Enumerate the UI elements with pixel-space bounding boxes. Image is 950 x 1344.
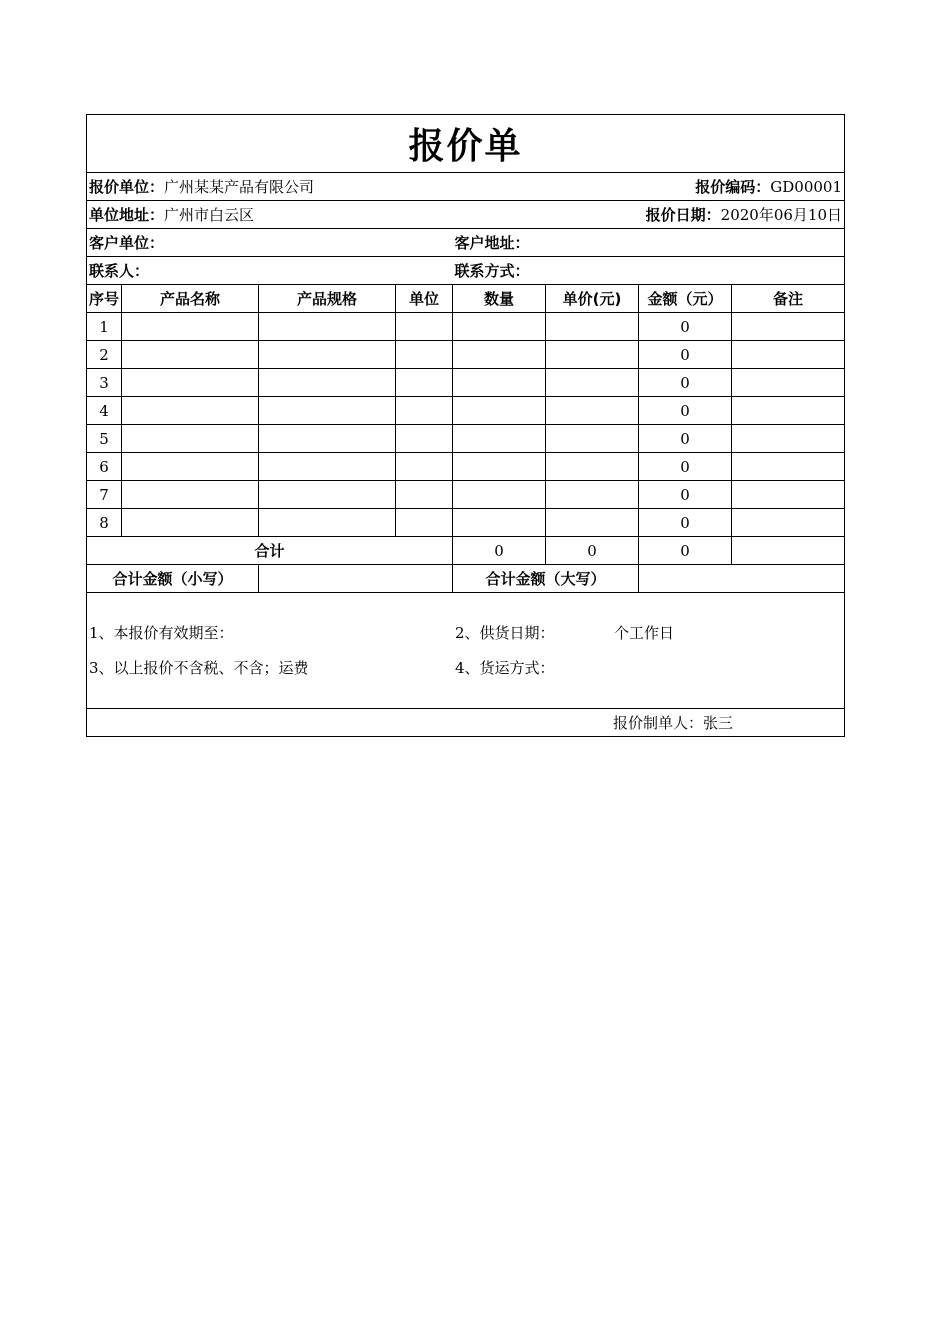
totals-remarks-cell[interactable]: [732, 537, 845, 565]
note-supply-date: 2、供货日期：: [455, 624, 555, 642]
total-amount: 0: [639, 537, 732, 565]
col-header-product-name: 产品名称: [122, 285, 259, 313]
total-unit-price: 0: [546, 537, 639, 565]
remarks-cell[interactable]: [732, 313, 845, 341]
unit-cell[interactable]: [396, 481, 453, 509]
col-header-quantity: 数量: [453, 285, 546, 313]
unit-price-cell[interactable]: [546, 509, 639, 537]
remarks-cell[interactable]: [732, 341, 845, 369]
amount-cell: 0: [639, 453, 732, 481]
row-no: 5: [87, 425, 122, 453]
unit-price-cell[interactable]: [546, 313, 639, 341]
totals-row: [87, 537, 845, 565]
quote-unit-cell: [87, 173, 453, 201]
quotation-table: [86, 114, 845, 737]
quantity-cell[interactable]: [453, 481, 546, 509]
total-small-value[interactable]: [259, 565, 453, 593]
customer-address-cell[interactable]: 客户地址：: [453, 229, 845, 257]
table-row: [87, 313, 845, 341]
product-spec-cell[interactable]: [259, 397, 396, 425]
product-name-cell[interactable]: [122, 313, 259, 341]
unit-cell[interactable]: [396, 509, 453, 537]
product-name-cell[interactable]: [122, 369, 259, 397]
product-spec-cell[interactable]: [259, 509, 396, 537]
unit-address-cell: [87, 201, 453, 229]
row-no: 8: [87, 509, 122, 537]
unit-cell[interactable]: [396, 369, 453, 397]
row-no: 1: [87, 313, 122, 341]
notes-section: [87, 593, 845, 709]
quantity-cell[interactable]: [453, 313, 546, 341]
total-quantity: 0: [453, 537, 546, 565]
quote-date-value[interactable]: 2020年06月10日: [720, 206, 843, 224]
row-no: 7: [87, 481, 122, 509]
remarks-cell[interactable]: [732, 369, 845, 397]
col-header-remarks: 备注: [732, 285, 845, 313]
row-no: 3: [87, 369, 122, 397]
amount-cell: 0: [639, 425, 732, 453]
amount-cell: 0: [639, 341, 732, 369]
quantity-cell[interactable]: [453, 369, 546, 397]
unit-cell[interactable]: [396, 341, 453, 369]
quote-unit-value[interactable]: 广州某某产品有限公司: [164, 178, 315, 196]
product-name-cell[interactable]: [122, 425, 259, 453]
totals-label: 合计: [87, 537, 453, 565]
quote-code-cell: [453, 173, 845, 201]
table-row: [87, 425, 845, 453]
total-big-label: 合计金额（大写）: [453, 565, 639, 593]
row-no: 6: [87, 453, 122, 481]
unit-address-label: 单位地址：: [89, 206, 165, 224]
contact-cell[interactable]: 联系人：: [87, 257, 453, 285]
unit-address-value[interactable]: 广州市白云区: [164, 206, 255, 224]
remarks-cell[interactable]: [732, 481, 845, 509]
unit-cell[interactable]: [396, 453, 453, 481]
row-no: 4: [87, 397, 122, 425]
table-row: [87, 509, 845, 537]
unit-cell[interactable]: [396, 425, 453, 453]
maker-row: [87, 709, 845, 737]
product-spec-cell[interactable]: [259, 313, 396, 341]
document-title: 报价单: [87, 115, 845, 173]
product-name-cell[interactable]: [122, 397, 259, 425]
remarks-cell[interactable]: [732, 397, 845, 425]
quantity-cell[interactable]: [453, 341, 546, 369]
quote-date-label: 报价日期：: [645, 206, 721, 224]
product-name-cell[interactable]: [122, 453, 259, 481]
unit-price-cell[interactable]: [546, 425, 639, 453]
unit-price-cell[interactable]: [546, 397, 639, 425]
quantity-cell[interactable]: [453, 425, 546, 453]
table-row: [87, 481, 845, 509]
maker-label: 报价制单人：张三: [613, 714, 734, 732]
table-row: [87, 369, 845, 397]
quote-code-value[interactable]: GD00001: [770, 178, 843, 196]
quantity-cell[interactable]: [453, 453, 546, 481]
quote-date-cell: [453, 201, 845, 229]
total-words-row: [87, 565, 845, 593]
amount-cell: 0: [639, 313, 732, 341]
amount-cell: 0: [639, 481, 732, 509]
remarks-cell[interactable]: [732, 453, 845, 481]
table-row: [87, 397, 845, 425]
total-small-label: 合计金额（小写）: [87, 565, 259, 593]
quantity-cell[interactable]: [453, 509, 546, 537]
col-header-no: 序号: [87, 285, 122, 313]
product-name-cell[interactable]: [122, 481, 259, 509]
product-spec-cell[interactable]: [259, 481, 396, 509]
note-supply-days: 个工作日: [614, 624, 675, 642]
remarks-cell[interactable]: [732, 425, 845, 453]
amount-cell: 0: [639, 397, 732, 425]
product-spec-cell[interactable]: [259, 425, 396, 453]
total-big-value[interactable]: [639, 565, 845, 593]
product-spec-cell[interactable]: [259, 453, 396, 481]
col-header-amount: 金额（元）: [639, 285, 732, 313]
product-spec-cell[interactable]: [259, 341, 396, 369]
col-header-unit: 单位: [396, 285, 453, 313]
table-row: [87, 453, 845, 481]
unit-price-cell[interactable]: [546, 453, 639, 481]
col-header-unit-price: 单价(元): [546, 285, 639, 313]
unit-cell[interactable]: [396, 313, 453, 341]
contact-method-cell[interactable]: 联系方式：: [453, 257, 845, 285]
product-name-cell[interactable]: [122, 509, 259, 537]
product-name-cell[interactable]: [122, 341, 259, 369]
col-header-product-spec: 产品规格: [259, 285, 396, 313]
quantity-cell[interactable]: [453, 397, 546, 425]
note-validity: 1、本报价有效期至：: [89, 624, 234, 642]
column-header-row: [87, 285, 845, 313]
quote-unit-label: 报价单位：: [89, 178, 165, 196]
unit-price-cell[interactable]: [546, 369, 639, 397]
amount-cell: 0: [639, 369, 732, 397]
table-row: [87, 341, 845, 369]
unit-cell[interactable]: [396, 397, 453, 425]
amount-cell: 0: [639, 509, 732, 537]
quote-code-label: 报价编码：: [695, 178, 771, 196]
remarks-cell[interactable]: [732, 509, 845, 537]
unit-price-cell[interactable]: [546, 341, 639, 369]
note-tax: 3、以上报价不含税、不含；运费: [89, 659, 309, 677]
unit-price-cell[interactable]: [546, 481, 639, 509]
row-no: 2: [87, 341, 122, 369]
customer-unit-cell[interactable]: 客户单位：: [87, 229, 453, 257]
product-spec-cell[interactable]: [259, 369, 396, 397]
note-shipping: 4、货运方式：: [455, 659, 555, 677]
